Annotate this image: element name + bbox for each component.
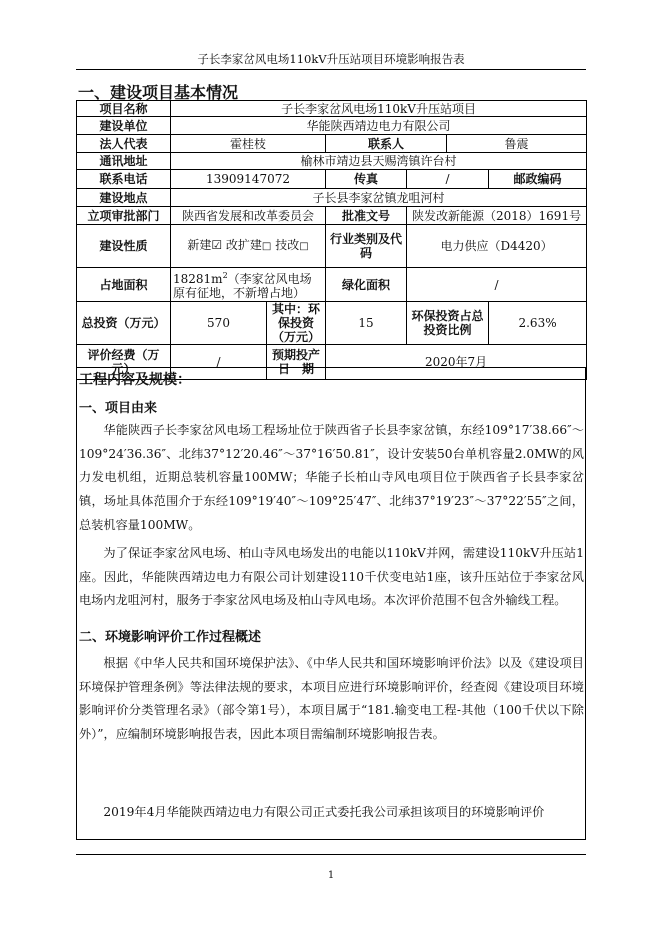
row-legal-rep xyxy=(77,135,587,153)
paragraph-process-1: 根据《中华人民共和国环境保护法》、《中华人民共和国环境影响评价法》以及《建设项目环境保护管理条例》等法律法规的要求，本项目应进行环境影响评价，经查阅《建设项目环境影响评价分类管理名录》（部令第1号），本项目属于“181.输变电工程-其他（100千伏以下除外）”，应编制环境影响报告表，因此本项目需编制环境影响报告表。 xyxy=(79,656,584,742)
running-header: 子长李家岔风电场110kV升压站项目环境影响报告表 xyxy=(197,52,465,66)
row-area xyxy=(77,268,587,302)
nature-label: 建设性质 xyxy=(77,225,171,268)
area-note: （李家岔风电场原有征地，不新增占地） xyxy=(173,272,312,300)
approval-dept-value: 陕西省发展和改革委员会 xyxy=(171,207,326,225)
nature-expand: 改扩建 xyxy=(225,238,262,252)
checkbox-icon: □ xyxy=(261,241,272,252)
subsection-title-origin: 一、项目由来 xyxy=(79,401,158,416)
contact-person-value: 鲁震 xyxy=(447,135,587,153)
content-title: 工程内容及规模： xyxy=(79,372,191,388)
phone-value: 13909147072 xyxy=(171,170,326,189)
industry-label: 行业类别及代码 xyxy=(326,225,407,268)
header-rule xyxy=(76,69,586,70)
subsection-title-process: 二、环境影响评价工作过程概述 xyxy=(79,630,262,645)
approval-dept-label: 立项审批部门 xyxy=(77,207,171,225)
env-invest-label: 其中：环保投资（万元） xyxy=(267,302,326,345)
address-label: 通讯地址 xyxy=(77,153,171,170)
row-address xyxy=(77,153,587,170)
operation-date-label: 预期投产日 期 xyxy=(267,345,326,380)
construction-unit-label: 建设单位 xyxy=(77,117,171,135)
address-value: 榆林市靖边县天赐湾镇许台村 xyxy=(171,153,587,170)
industry-value: 电力供应（D4420） xyxy=(407,225,587,268)
project-info-table xyxy=(76,100,587,380)
footer-rule xyxy=(76,854,586,855)
location-value: 子长县李家岔镇龙咀河村 xyxy=(171,189,587,207)
construction-unit-value: 华能陕西靖边电力有限公司 xyxy=(171,117,587,135)
legal-rep-value: 霍桂枝 xyxy=(171,135,326,153)
total-invest-value: 570 xyxy=(171,302,267,345)
env-invest-value: 15 xyxy=(326,302,407,345)
section-title: 一、建设项目基本情况 xyxy=(78,83,239,102)
row-invest xyxy=(77,302,587,345)
fax-label: 传真 xyxy=(326,170,407,189)
row-project-name xyxy=(77,101,587,117)
row-approval xyxy=(77,207,587,225)
phone-label: 联系电话 xyxy=(77,170,171,189)
row-nature xyxy=(77,225,587,268)
area-number: 18281m xyxy=(173,272,223,286)
eval-fee-value: / xyxy=(171,345,267,380)
area-value xyxy=(171,268,326,302)
env-ratio-label: 环保投资占总投资比例 xyxy=(407,302,489,345)
checkbox-icon: □ xyxy=(299,241,309,252)
row-construction-unit xyxy=(77,117,587,135)
legal-rep-label: 法人代表 xyxy=(77,135,171,153)
contact-person-label: 联系人 xyxy=(326,135,447,153)
operation-date-value: 2020年7月 xyxy=(326,345,587,380)
project-content-box xyxy=(76,367,586,840)
row-location xyxy=(77,189,587,207)
location-label: 建设地点 xyxy=(77,189,171,207)
area-unit-sup: 2 xyxy=(222,271,228,280)
area-label: 占地面积 xyxy=(77,268,171,302)
approval-no-label: 批准文号 xyxy=(326,207,407,225)
approval-no-value: 陕发改新能源（2018）1691号 xyxy=(407,207,587,225)
green-area-value: / xyxy=(407,268,587,302)
total-invest-label: 总投资（万元） xyxy=(77,302,171,345)
paragraph-origin-2: 为了保证李家岔风电场、柏山寺风电场发出的电能以110kV并网，需建设110kV升压站1座。因此，华能陕西靖边电力有限公司计划建设110千伏变电站1座，该升压站位于李家岔风电场内龙咀河村，服务于李家岔风电场及柏山寺风电场。本次评价范围不包含外输线工程。 xyxy=(79,546,584,608)
postcode-label: 邮政编码 xyxy=(489,170,587,189)
row-phone xyxy=(77,170,587,189)
fax-value: / xyxy=(407,170,489,189)
nature-value xyxy=(171,225,326,268)
project-name-label: 项目名称 xyxy=(77,101,171,117)
paragraph-process-2: 2019年4月华能陕西靖边电力有限公司正式委托我公司承担该项目的环境影响评价 xyxy=(103,805,545,819)
nature-tech: 技改 xyxy=(275,238,300,252)
env-ratio-value: 2.63% xyxy=(489,302,587,345)
project-name-value: 子长李家岔风电场110kV升压站项目 xyxy=(171,101,587,117)
eval-fee-label: 评价经费（万元） xyxy=(77,345,171,380)
page-number: 1 xyxy=(327,870,335,881)
green-area-label: 绿化面积 xyxy=(326,268,407,302)
paragraph-origin-1: 华能陕西子长李家岔风电场工程场址位于陕西省子长县李家岔镇，东经109°17′38.66″～109°24′36.36″、北纬37°12′20.46″～37°16′50.81″，设计安装50台单机容量2.0MW的风力发电机组，近期总装机容量100MW；华能子长柏山寺风电项目位于陕西省子长县李家岔镇，场址具体范围介于东经109°19′40″～109°25′47″、北纬37°19′23″～37°22′55″之间，总装机容量100MW。 xyxy=(79,423,584,532)
nature-new: 新建☑ xyxy=(187,238,223,252)
